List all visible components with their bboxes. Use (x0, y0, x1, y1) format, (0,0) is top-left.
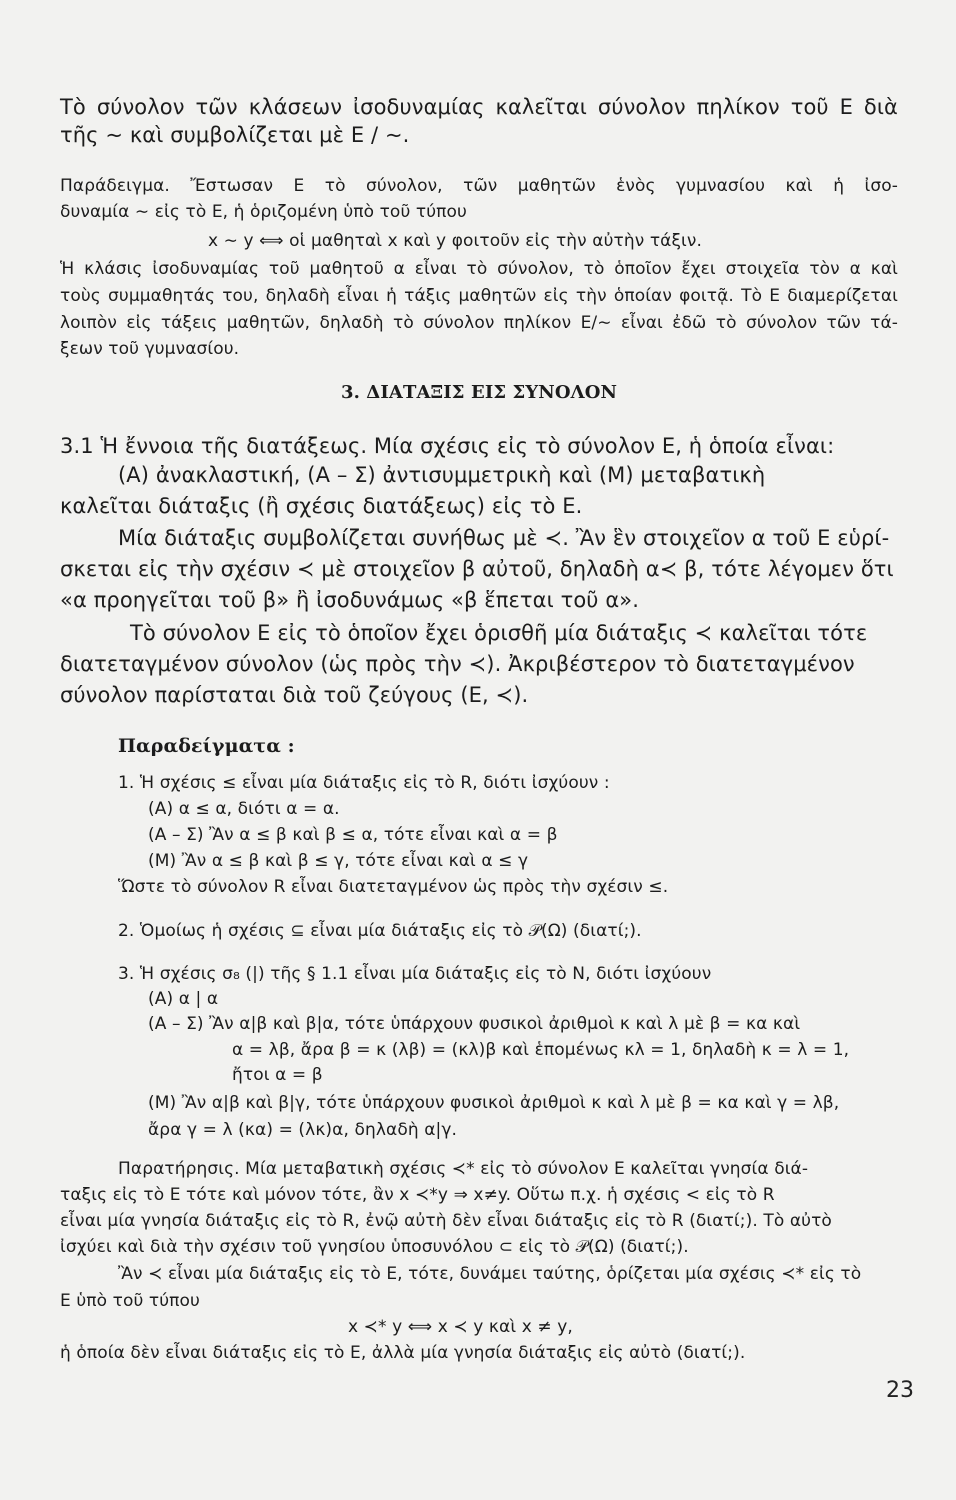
example1-line-2: (Α) α ≤ α, διότι α = α. (148, 799, 340, 819)
subsection-line-1: 3.1 Ἡ ἔννοια τῆς διατάξεως. Μία σχέσις εἰς τὸ σύνολον Ε, ἡ ὁποία εἶναι: (60, 434, 835, 458)
intro-line-1: Τὸ σύνολον τῶν κλάσεων ἰσοδυναμίας καλεῖται σύνολον πηλίκον τοῦ Ε διὰ (60, 95, 898, 119)
example-formula: x ∼ y ⟺ οἱ μαθηταὶ x καὶ y φοιτοῦν εἰς τὴν αὐτὴν τάξιν. (208, 231, 703, 251)
example1-line-5: Ὥστε τὸ σύνολον R εἶναι διατεταγμένον ὡς πρὸς τὴν σχέσιν ≤. (118, 877, 669, 897)
intro-line-2: τῆς ∼ καὶ συμβολίζεται μὲ Ε / ∼. (60, 123, 410, 147)
example1-line-3: (Α – Σ) Ἂν α ≤ β καὶ β ≤ α, τότε εἶναι καὶ α = β (148, 825, 558, 845)
paragraph3-line-1: Τὸ σύνολον Ε εἰς τὸ ὁποῖον ἔχει ὁρισθῆ μία διάταξις ≺ καλεῖται τότε (130, 621, 868, 645)
paragraph3-line-3: σύνολον παρίσταται διὰ τοῦ ζεύγους (Ε, ≺). (60, 683, 529, 707)
example3-line-7: ἄρα γ = λ (κα) = (λκ)α, δηλαδὴ α|γ. (148, 1120, 458, 1140)
remark-line-5: Ἂν ≺ εἶναι μία διάταξις εἰς τὸ Ε, τότε, δυνάμει ταύτης, ὁρίζεται μία σχέσις ≺* εἰς τὸ (118, 1264, 862, 1284)
example-line-1: Παράδειγμα. Ἔστωσαν Ε τὸ σύνολον, τῶν μαθητῶν ἑνὸς γυμνασίου καὶ ἡ ἰσο- (60, 176, 898, 196)
example-line-4: τοὺς συμμαθητάς του, δηλαδὴ εἶναι ἡ τάξις μαθητῶν εἰς τὴν ὁποίαν φοιτᾷ. Τὸ Ε διαμερίζεται (60, 286, 898, 306)
example-line-2: δυναμία ∼ εἰς τὸ Ε, ἡ ὁριζομένη ὑπὸ τοῦ τύπου (60, 202, 467, 222)
example2-line-1: 2. Ὁμοίως ἡ σχέσις ⊆ εἶναι μία διάταξις εἰς τὸ 𝒫(Ω) (διατί;). (118, 921, 642, 941)
paragraph3-line-2: διατεταγμένον σύνολον (ὡς πρὸς τὴν ≺). Ἀκριβέστερον τὸ διατεταγμένον (60, 652, 855, 676)
example3-line-4: α = λβ, ἄρα β = κ (λβ) = (κλ)β καὶ ἑπομένως κλ = 1, δηλαδὴ κ = λ = 1, (232, 1040, 850, 1060)
remark-line-4: ἰσχύει καὶ διὰ τὴν σχέσιν τοῦ γνησίου ὑποσυνόλου ⊂ εἰς τὸ 𝒫(Ω) (διατί;). (60, 1237, 689, 1257)
example3-line-6: (Μ) Ἂν α|β καὶ β|γ, τότε ὑπάρχουν φυσικοὶ ἀριθμοὶ κ καὶ λ μὲ β = κα καὶ γ = λβ, (148, 1093, 840, 1113)
page-number: 23 (886, 1378, 914, 1403)
subsection-line-2: (Α) ἀνακλαστική, (Α – Σ) ἀντισυμμετρικὴ καὶ (Μ) μεταβατικὴ (118, 463, 766, 487)
section-heading: 3. ΔΙΑΤΑΞΙΣ ΕΙΣ ΣΥΝΟΛΟΝ (340, 382, 618, 403)
remark-line-1: Παρατήρησις. Μία μεταβατικὴ σχέσις ≺* εἰς τὸ σύνολον Ε καλεῖται γνησία διά- (118, 1159, 809, 1179)
paragraph2-line-2: σκεται εἰς τὴν σχέσιν ≺ μὲ στοιχεῖον β αὐτοῦ, δηλαδὴ α≺ β, τότε λέγομεν ὅτι (60, 557, 894, 581)
paragraph2-line-1: Μία διάταξις συμβολίζεται συνήθως μὲ ≺. Ἂν ἓν στοιχεῖον α τοῦ Ε εὑρί- (118, 526, 890, 550)
paragraph2-line-3: «α προηγεῖται τοῦ β» ἢ ἰσοδυνάμως «β ἕπεται τοῦ α». (60, 588, 639, 612)
example-line-6: ξεων τοῦ γυμνασίου. (60, 339, 240, 359)
remark-line-2: ταξις εἰς τὸ Ε τότε καὶ μόνον τότε, ἂν x ≺*y ⇒ x≠y. Οὕτω π.χ. ἡ σχέσις < εἰς τὸ R (60, 1185, 775, 1205)
example-line-3: Ἡ κλάσις ἰσοδυναμίας τοῦ μαθητοῦ α εἶναι τὸ σύνολον, τὸ ὁποῖον ἔχει στοιχεῖα τὸν α καὶ (60, 259, 898, 279)
example1-line-1: 1. Ἡ σχέσις ≤ εἶναι μία διάταξις εἰς τὸ R, διότι ἰσχύουν : (118, 773, 610, 793)
example-line-5: λοιπὸν εἰς τάξεις μαθητῶν, δηλαδὴ τὸ σύνολον πηλίκον Ε/∼ εἶναι ἐδῶ τὸ σύνολον τῶν τά- (60, 313, 898, 333)
remark-formula: x ≺* y ⟺ x ≺ y καὶ x ≠ y, (348, 1317, 573, 1337)
example1-line-4: (Μ) Ἂν α ≤ β καὶ β ≤ γ, τότε εἶναι καὶ α ≤ γ (148, 851, 529, 871)
example3-line-1: 3. Ἡ σχέσις σ₈ (|) τῆς § 1.1 εἶναι μία διάταξις εἰς τὸ N, διότι ἰσχύουν (118, 964, 712, 984)
examples-heading: Παραδείγματα : (118, 735, 295, 757)
remark-line-3: εἶναι μία γνησία διάταξις εἰς τὸ R, ἐνῷ αὐτὴ δὲν εἶναι διάταξις εἰς τὸ R (διατί;). Τὸ αὐτὸ (60, 1211, 832, 1231)
remark-line-6: Ε ὑπὸ τοῦ τύπου (60, 1291, 200, 1311)
example3-line-3: (Α – Σ) Ἂν α|β καὶ β|α, τότε ὑπάρχουν φυσικοὶ ἀριθμοὶ κ καὶ λ μὲ β = κα καὶ (148, 1014, 801, 1034)
example3-line-2: (Α) α | α (148, 989, 219, 1009)
subsection-line-3: καλεῖται διάταξις (ἢ σχέσις διατάξεως) εἰς τὸ Ε. (60, 494, 583, 518)
remark-line-7: ἡ ὁποία δὲν εἶναι διάταξις εἰς τὸ Ε, ἀλλὰ μία γνησία διάταξις εἰς αὐτὸ (διατί;). (60, 1343, 746, 1363)
example3-line-5: ἤτοι α = β (232, 1065, 323, 1085)
